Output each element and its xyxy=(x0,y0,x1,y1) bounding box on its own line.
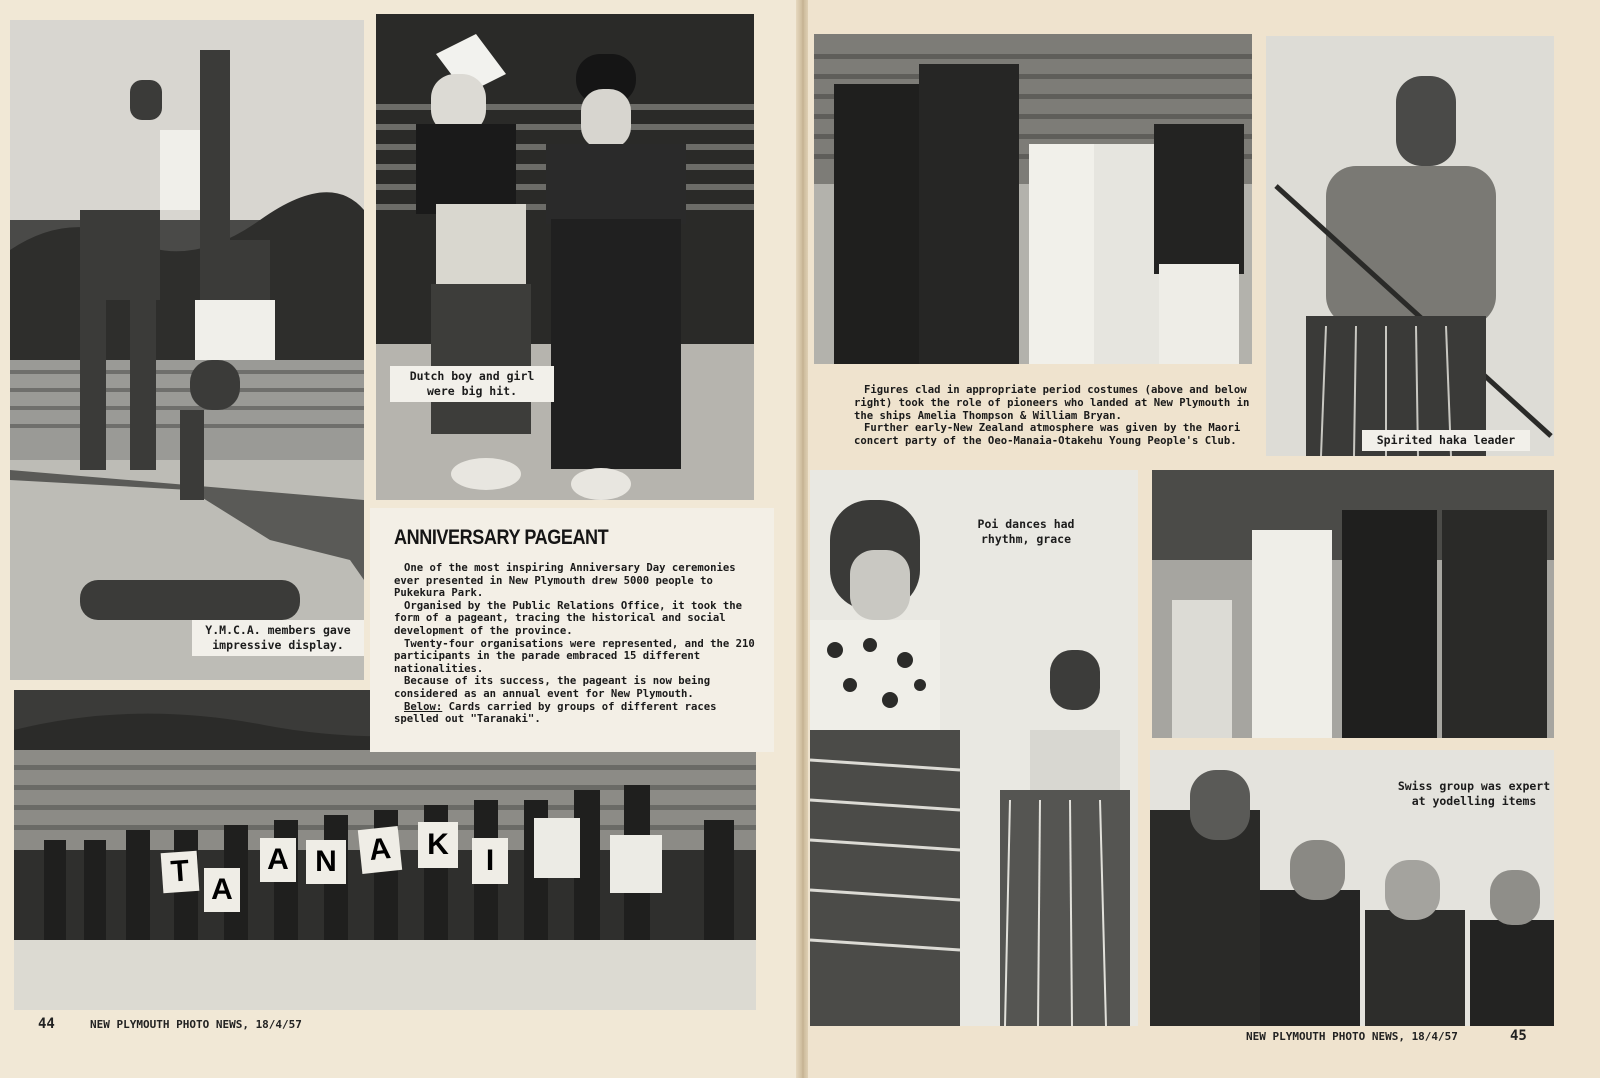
article-paragraph: Organised by the Public Relations Office, it took the form of a pageant, tracing the historical and social development of the province. xyxy=(394,599,743,637)
article-headline: ANNIVERSARY PAGEANT xyxy=(394,526,609,549)
page-footer: NEW PLYMOUTH PHOTO NEWS, 18/4/57 xyxy=(90,1018,302,1031)
letter-card: I xyxy=(472,838,508,884)
article-paragraph: Because of its success, the pageant is now being considered as an annual event for New Plymouth. xyxy=(394,675,711,700)
dutch-caption: Dutch boy and girl were big hit. xyxy=(390,366,554,402)
letter-card: A xyxy=(204,868,240,912)
article-body xyxy=(394,562,759,726)
letter-card: T xyxy=(161,851,200,893)
page-number: 45 xyxy=(1510,1028,1527,1044)
ymca-caption: Y.M.C.A. members gave impressive display. xyxy=(192,620,364,656)
letter-card: A xyxy=(358,826,402,874)
article-paragraph: Twenty-four organisations were represented, and the 210 participants in the parade embraced 15 different nationalities. xyxy=(394,637,755,675)
text-paragraph: Further early-New Zealand atmosphere was given by the Maori concert party of the Oeo-Manaia-Otakehu Young People's Club. xyxy=(854,422,1241,448)
swiss-caption: Swiss group was expert at yodelling items xyxy=(1397,779,1551,808)
article-paragraph: One of the most inspiring Anniversary Day ceremonies ever presented in New Plymouth drew 5000 people to Pukekura Park. xyxy=(394,562,736,600)
poi-dancers-photo xyxy=(810,470,1138,1026)
swiss-group-photo xyxy=(1150,750,1554,1026)
below-text: Cards carried by groups of different races spelled out "Taranaki". xyxy=(394,700,717,726)
dutch-children-photo xyxy=(376,14,754,500)
haka-caption: Spirited haka leader xyxy=(1362,430,1530,451)
article-paragraph xyxy=(394,701,759,726)
pioneers-text xyxy=(854,384,1252,448)
text-paragraph: Figures clad in appropriate period costumes (above and below right) took the role of pioneers who landed at New Plymouth in the ships Amelia Thompson & William Bryan. xyxy=(854,384,1250,422)
letter-card: K xyxy=(418,822,458,868)
period-family-photo xyxy=(1152,470,1554,738)
below-label: Below: xyxy=(404,700,443,713)
letter-card: N xyxy=(306,840,346,884)
page-footer: NEW PLYMOUTH PHOTO NEWS, 18/4/57 xyxy=(1246,1030,1458,1043)
haka-leader-photo xyxy=(1266,36,1554,456)
page-number: 44 xyxy=(38,1016,55,1032)
letter-card: A xyxy=(260,838,296,882)
poi-caption: Poi dances had rhythm, grace xyxy=(977,517,1075,546)
anniversary-pageant-article xyxy=(370,508,774,752)
left-page xyxy=(0,0,798,1078)
pioneers-costume-photo xyxy=(814,34,1252,364)
ymca-acrobats-photo xyxy=(10,20,364,680)
